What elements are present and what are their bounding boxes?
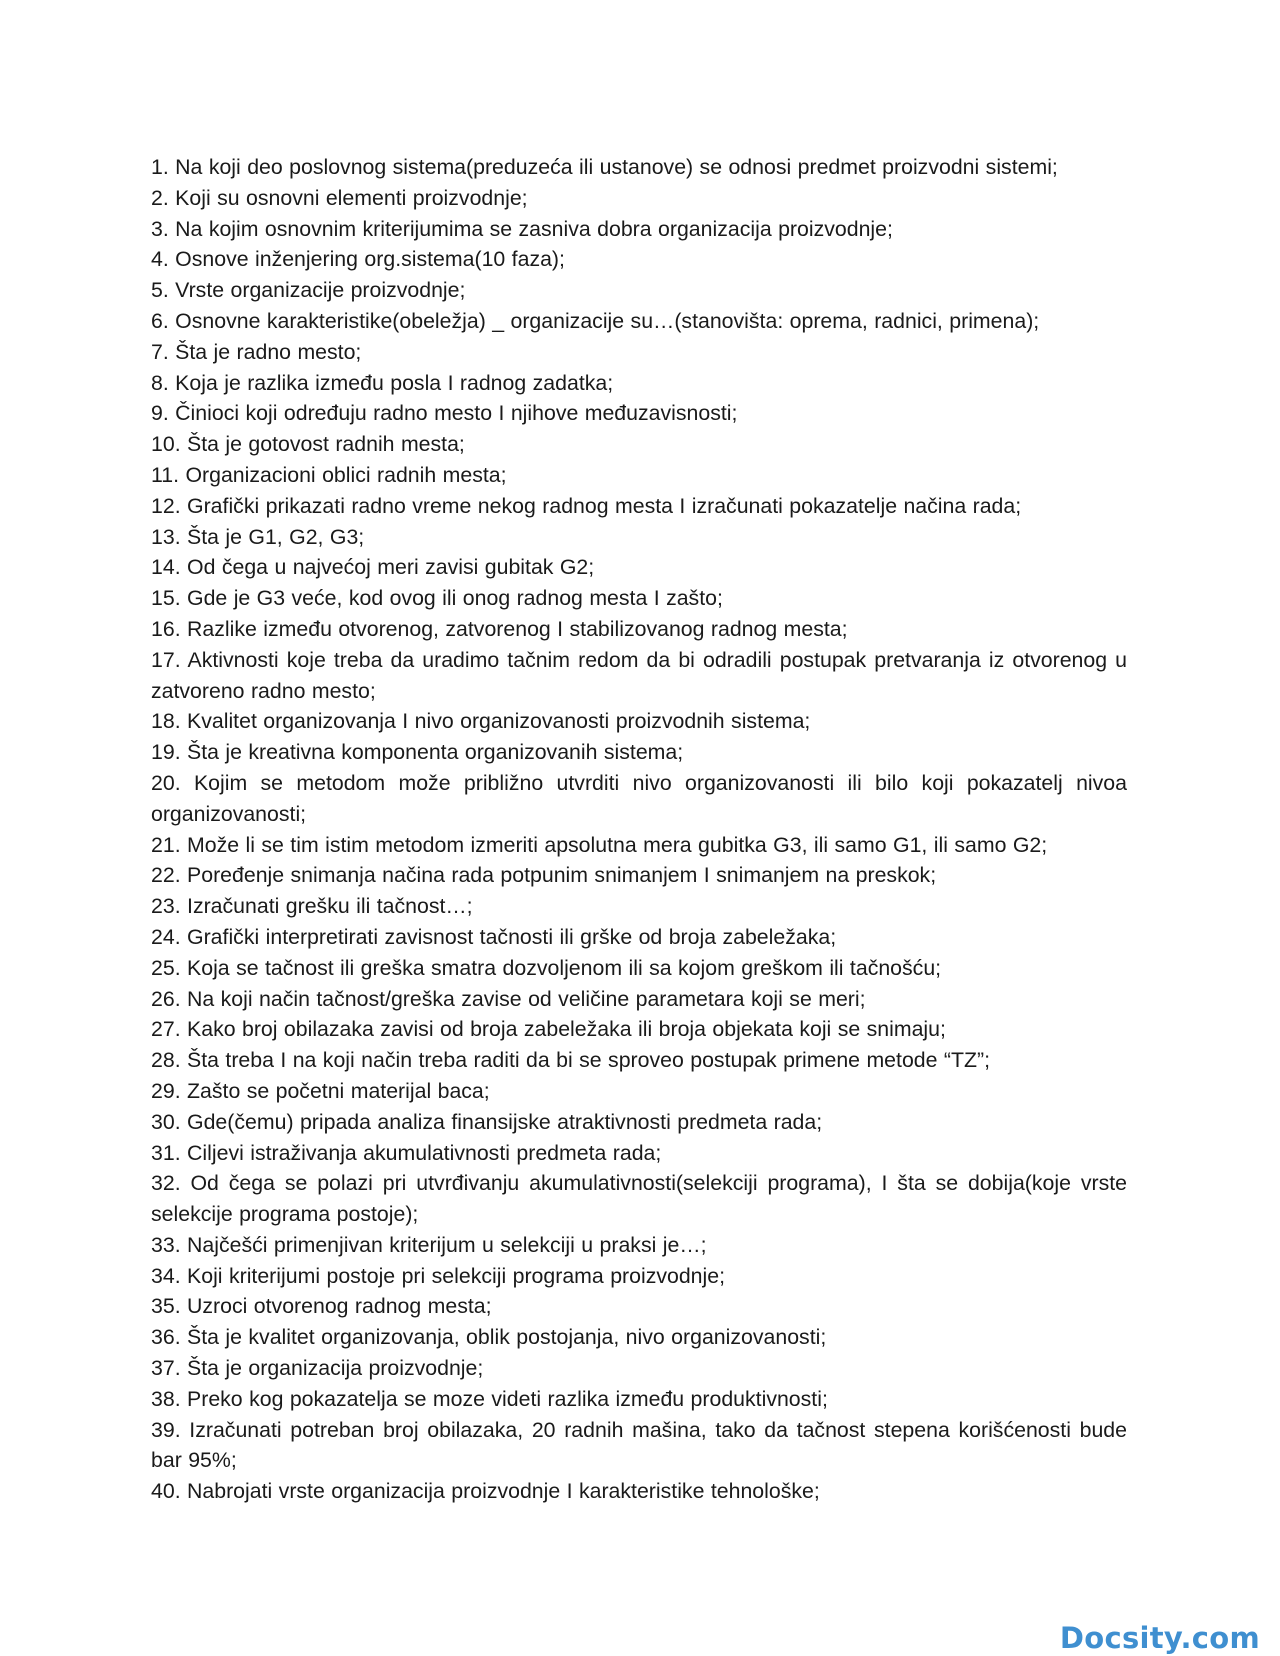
question-item: 17. Aktivnosti koje treba da uradimo tačnim redom da bi odradili postupak pretvaranja iz otvorenog u zatvoreno radno mesto; <box>151 647 1127 703</box>
question-item: 38. Preko kog pokazatelja se moze videti razlika između produktivnosti; <box>151 1386 828 1411</box>
question-item: 21. Može li se tim istim metodom izmeriti apsolutna mera gubitka G3, ili samo G1, ili samo G2; <box>151 832 1048 857</box>
question-item: 28. Šta treba I na koji način treba raditi da bi se sproveo postupak primene metode “TZ”; <box>151 1048 991 1073</box>
question-item: 10. Šta je gotovost radnih mesta; <box>151 432 465 457</box>
question-item: 23. Izračunati grešku ili tačnost…; <box>151 894 473 919</box>
question-item: 8. Koja je razlika između posla I radnog zadatka; <box>151 370 614 395</box>
question-item: 35. Uzroci otvorenog radnog mesta; <box>151 1294 492 1319</box>
question-item: 33. Najčešći primenjivan kriterijum u selekciji u praksi je…; <box>151 1232 707 1257</box>
question-item: 2. Koji su osnovni elementi proizvodnje; <box>151 185 528 210</box>
question-item: 30. Gde(čemu) pripada analiza finansijske atraktivnosti predmeta rada; <box>151 1109 823 1134</box>
question-item: 4. Osnove inženjering org.sistema(10 faza); <box>151 247 565 272</box>
question-list <box>151 152 1127 1507</box>
question-item: 25. Koja se tačnost ili greška smatra dozvoljenom ili sa kojom greškom ili tačnošću; <box>151 955 942 980</box>
question-item: 12. Grafički prikazati radno vreme nekog radnog mesta I izračunati pokazatelje načina rada; <box>151 493 1022 518</box>
question-item: 24. Grafički interpretirati zavisnost tačnosti ili grške od broja zabeležaka; <box>151 924 837 949</box>
question-item: 36. Šta je kvalitet organizovanja, oblik postojanja, nivo organizovanosti; <box>151 1325 827 1350</box>
question-item: 7. Šta je radno mesto; <box>151 339 362 364</box>
question-item: 29. Zašto se početni materijal baca; <box>151 1078 490 1103</box>
question-item: 1. Na koji deo poslovnog sistema(preduzeća ili ustanove) se odnosi predmet proizvodni sistemi; <box>151 155 1058 179</box>
question-item: 11. Organizacioni oblici radnih mesta; <box>151 462 507 487</box>
question-item: 39. Izračunati potreban broj obilazaka, 20 radnih mašina, tako da tačnost stepena korišćenosti bude bar 95%; <box>151 1417 1127 1473</box>
question-item: 22. Poređenje snimanja načina rada potpunim snimanjem I snimanjem na preskok; <box>151 863 937 888</box>
question-item: 5. Vrste organizacije proizvodnje; <box>151 278 466 303</box>
docsity-watermark: Docsity.com <box>1059 1621 1260 1655</box>
question-item: 26. Na koji način tačnost/greška zavise od veličine parametara koji se meri; <box>151 986 866 1011</box>
question-item: 9. Činioci koji određuju radno mesto I njihove međuzavisnosti; <box>151 401 738 426</box>
question-item: 13. Šta je G1, G2, G3; <box>151 524 365 549</box>
question-item: 37. Šta je organizacija proizvodnje; <box>151 1356 484 1381</box>
question-item: 40. Nabrojati vrste organizacija proizvodnje I karakteristike tehnološke; <box>151 1479 820 1504</box>
question-item: 20. Kojim se metodom može približno utvrditi nivo organizovanosti ili bilo koji pokazatelj nivoa organizovanosti; <box>151 770 1127 826</box>
question-item: 18. Kvalitet organizovanja I nivo organizovanosti proizvodnih sistema; <box>151 709 811 734</box>
question-item: 19. Šta je kreativna komponenta organizovanih sistema; <box>151 740 684 765</box>
question-item: 6. Osnovne karakteristike(obeležja) _ organizacije su…(stanovišta: oprema, radnici, primena); <box>151 308 1040 333</box>
question-item: 3. Na kojim osnovnim kriterijumima se zasniva dobra organizacija proizvodnje; <box>151 216 893 241</box>
question-item: 16. Razlike između otvorenog, zatvorenog I stabilizovanog radnog mesta; <box>151 616 848 641</box>
question-item: 31. Ciljevi istraživanja akumulativnosti predmeta rada; <box>151 1140 662 1165</box>
question-item: 34. Koji kriterijumi postoje pri selekciji programa proizvodnje; <box>151 1263 726 1288</box>
question-item: 32. Od čega se polazi pri utvrđivanju akumulativnosti(selekciji programa), I šta se dobija(koje vrste selekcije programa postoje); <box>151 1171 1127 1227</box>
question-item: 15. Gde je G3 veće, kod ovog ili onog radnog mesta I zašto; <box>151 586 723 611</box>
question-item: 14. Od čega u najvećoj meri zavisi gubitak G2; <box>151 555 595 580</box>
question-item: 27. Kako broj obilazaka zavisi od broja zabeležaka ili broja objekata koji se snimaju; <box>151 1017 946 1042</box>
